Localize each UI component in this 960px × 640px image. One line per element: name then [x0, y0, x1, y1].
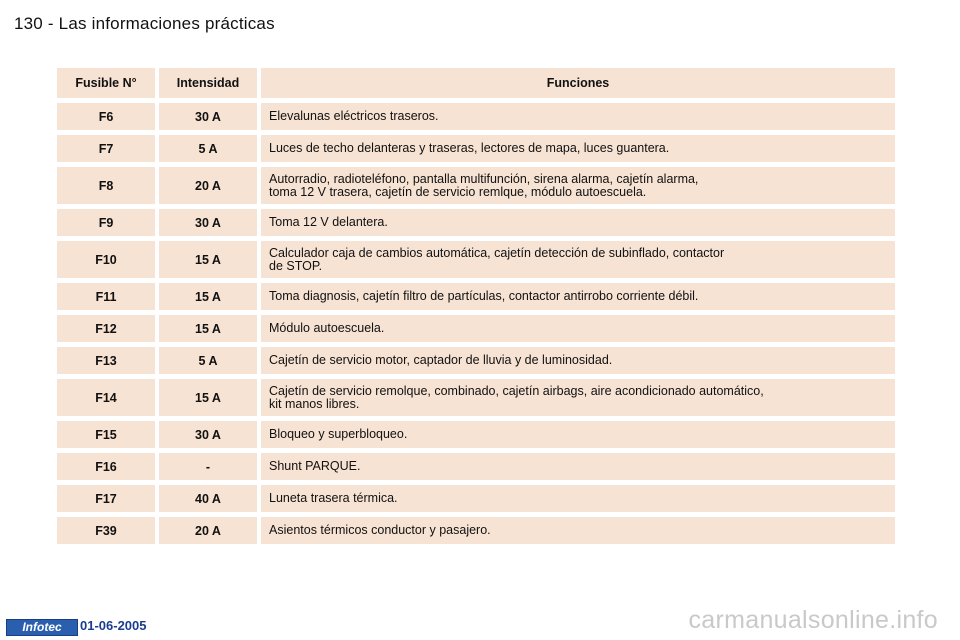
- fuse-number-cell: F14: [57, 379, 155, 416]
- table-row: [57, 453, 895, 480]
- intensity-cell: 5 A: [159, 347, 257, 374]
- intensity-cell: 30 A: [159, 103, 257, 130]
- table-row: [57, 421, 895, 448]
- functions-cell: Módulo autoescuela.: [261, 315, 895, 342]
- header-intensity: Intensidad: [159, 68, 257, 98]
- fuse-number-cell: F15: [57, 421, 155, 448]
- fuse-number-cell: F17: [57, 485, 155, 512]
- fuse-number-cell: F8: [57, 167, 155, 204]
- table-row: [57, 517, 895, 544]
- functions-cell: Toma 12 V delantera.: [261, 209, 895, 236]
- functions-cell: Autorradio, radioteléfono, pantalla multifunción, sirena alarma, cajetín alarma, toma 12 V trasera, cajetín de servicio remlque, módulo autoescuela.: [261, 167, 895, 204]
- table-row: [57, 103, 895, 130]
- intensity-cell: 15 A: [159, 315, 257, 342]
- watermark: carmanualsonline.info: [688, 606, 938, 634]
- table-row: [57, 241, 895, 278]
- intensity-cell: 30 A: [159, 209, 257, 236]
- page-title: 130 - Las informaciones prácticas: [14, 14, 275, 33]
- functions-cell: Elevalunas eléctricos traseros.: [261, 103, 895, 130]
- functions-cell: Cajetín de servicio remolque, combinado, cajetín airbags, aire acondicionado automático, kit manos libres.: [261, 379, 895, 416]
- header-fuse-number: Fusible N°: [57, 68, 155, 98]
- intensity-cell: 30 A: [159, 421, 257, 448]
- intensity-cell: 15 A: [159, 379, 257, 416]
- functions-cell: Asientos térmicos conductor y pasajero.: [261, 517, 895, 544]
- fuse-rows: [57, 103, 895, 544]
- intensity-cell: 5 A: [159, 135, 257, 162]
- table-row: [57, 315, 895, 342]
- fuse-number-cell: F12: [57, 315, 155, 342]
- table-row: [57, 135, 895, 162]
- fuse-number-cell: F16: [57, 453, 155, 480]
- table-row: [57, 379, 895, 416]
- fuse-table: [53, 63, 899, 549]
- table-row: [57, 283, 895, 310]
- functions-cell: Shunt PARQUE.: [261, 453, 895, 480]
- table-row: [57, 485, 895, 512]
- fuse-number-cell: F10: [57, 241, 155, 278]
- table-header-row: [57, 68, 895, 98]
- table-row: [57, 167, 895, 204]
- functions-cell: Toma diagnosis, cajetín filtro de partículas, contactor antirrobo corriente débil.: [261, 283, 895, 310]
- functions-cell: Luces de techo delanteras y traseras, lectores de mapa, luces guantera.: [261, 135, 895, 162]
- functions-cell: Calculador caja de cambios automática, cajetín detección de subinflado, contactor de STOP.: [261, 241, 895, 278]
- fuse-number-cell: F39: [57, 517, 155, 544]
- functions-cell: Bloqueo y superbloqueo.: [261, 421, 895, 448]
- fuse-number-cell: F9: [57, 209, 155, 236]
- header-functions: Funciones: [261, 68, 895, 98]
- footer-date: 01-06-2005: [80, 618, 147, 633]
- intensity-cell: 20 A: [159, 517, 257, 544]
- intensity-cell: 20 A: [159, 167, 257, 204]
- intensity-cell: 40 A: [159, 485, 257, 512]
- intensity-cell: 15 A: [159, 283, 257, 310]
- functions-cell: Luneta trasera térmica.: [261, 485, 895, 512]
- intensity-cell: 15 A: [159, 241, 257, 278]
- fuse-number-cell: F13: [57, 347, 155, 374]
- table-row: [57, 209, 895, 236]
- functions-cell: Cajetín de servicio motor, captador de lluvia y de luminosidad.: [261, 347, 895, 374]
- intensity-cell: -: [159, 453, 257, 480]
- fuse-number-cell: F7: [57, 135, 155, 162]
- infotec-logo-text: Infotec: [22, 620, 62, 634]
- infotec-logo: [6, 619, 78, 636]
- table-row: [57, 347, 895, 374]
- fuse-number-cell: F6: [57, 103, 155, 130]
- fuse-number-cell: F11: [57, 283, 155, 310]
